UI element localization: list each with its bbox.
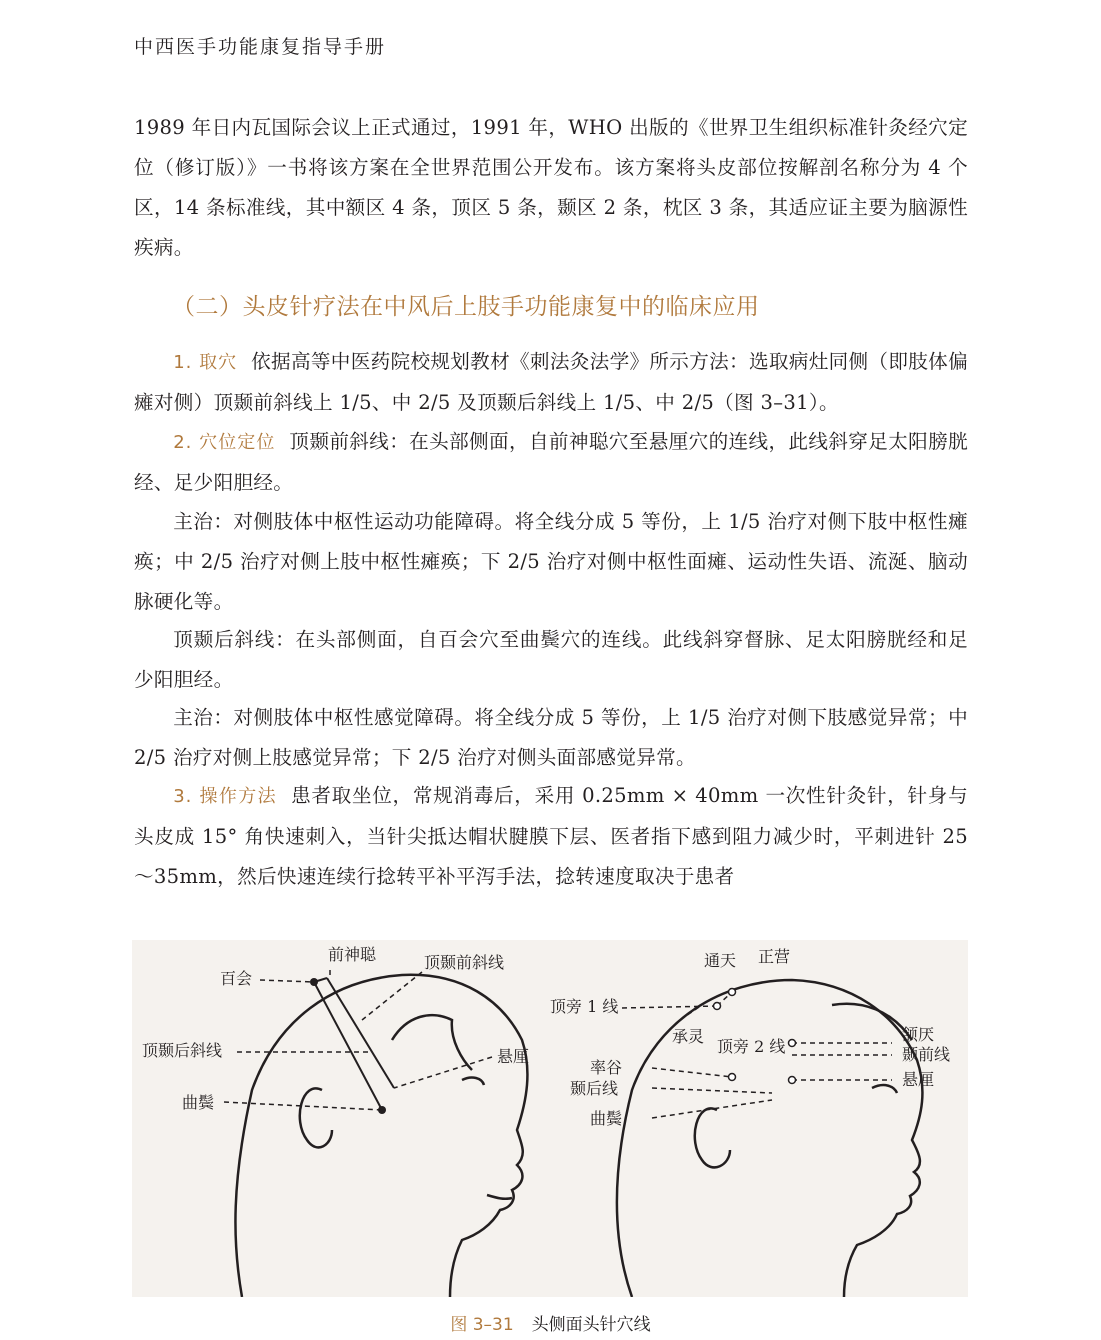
point-baihui bbox=[310, 978, 318, 986]
label-dingnie-hou: 顶颞后斜线 bbox=[142, 1041, 223, 1060]
right-hairline bbox=[832, 1004, 912, 1040]
label-chengling: 承灵 bbox=[672, 1027, 705, 1046]
label-dingnie-qian: 顶颞前斜线 bbox=[424, 953, 505, 972]
left-eye bbox=[462, 1078, 484, 1085]
paragraph-text: 依据高等中医药院校规划教材《刺法灸法学》所示方法：选取病灶同侧（即肢体偏瘫对侧）顶颞前斜线上 1/5、中 2/5 及顶颞后斜线上 1/5、中 2/5（图 3–31）。 bbox=[134, 350, 968, 414]
label-zhengying: 正营 bbox=[758, 947, 791, 966]
label-qubin-right: 曲鬓 bbox=[590, 1109, 623, 1128]
caption-number: 图 3–31 bbox=[450, 1315, 514, 1335]
paragraph-acupoint-location bbox=[134, 422, 968, 503]
lead-label: 1. 取穴 bbox=[173, 352, 238, 373]
figure-illustration bbox=[132, 940, 968, 1297]
label-nieqian: 颞前线 bbox=[902, 1045, 951, 1064]
label-xuanli-right: 悬厘 bbox=[902, 1070, 935, 1089]
label-tongtian: 通天 bbox=[704, 951, 737, 970]
right-eye bbox=[872, 1085, 897, 1093]
left-ear bbox=[300, 1088, 332, 1147]
running-head: 中西医手功能康复指导手册 bbox=[134, 36, 387, 58]
label-hanyan: 颔厌 bbox=[902, 1025, 935, 1044]
lead-label: 3. 操作方法 bbox=[173, 786, 278, 807]
label-qianshencong: 前神聪 bbox=[328, 945, 377, 964]
label-dingpang1: 顶旁 1 线 bbox=[550, 997, 619, 1016]
left-head-drawing bbox=[235, 975, 530, 1297]
right-ear bbox=[695, 1108, 730, 1167]
label-niehou: 颞后线 bbox=[570, 1079, 619, 1098]
right-head-outline bbox=[617, 980, 922, 1297]
right-head-drawing bbox=[617, 980, 922, 1297]
label-qubin-left: 曲鬓 bbox=[182, 1093, 215, 1112]
label-shuaigu: 率谷 bbox=[590, 1058, 623, 1077]
paragraph-text: 患者取坐位，常规消毒后，采用 0.25mm × 40mm 一次性针灸针，针身与头皮成 15° 角快速刺入，当针尖抵达帽状腱膜下层、医者指下感到阻力减少时，平刺进针 25～35mm，然后快速连续行捻转平补平泻手法，捻转速度取决于患者 bbox=[134, 784, 968, 888]
paragraph-text: 顶颞前斜线：在头部侧面，自前神聪穴至悬厘穴的连线，此线斜穿足太阳膀胱经、足少阳胆经。 bbox=[134, 430, 968, 494]
paragraph-operation bbox=[134, 776, 968, 897]
label-dingpang2: 顶旁 2 线 bbox=[717, 1037, 786, 1056]
figure-caption bbox=[0, 1310, 1101, 1335]
caption-text: 头侧面头针穴线 bbox=[531, 1315, 651, 1335]
paragraph-indication-motor: 主治：对侧肢体中枢性运动功能障碍。将全线分成 5 等份，上 1/5 治疗对侧下肢中枢性瘫痪；中 2/5 治疗对侧上肢中枢性瘫痪；下 2/5 治疗对侧中枢性面瘫、运动性失语、流涎、脑动脉硬化等。 bbox=[134, 510, 968, 613]
left-hairline bbox=[392, 1015, 472, 1070]
left-leaders bbox=[224, 970, 492, 1110]
paragraph-acupoint-selection bbox=[134, 342, 968, 423]
section-heading: （二）头皮针疗法在中风后上肢手功能康复中的临床应用 bbox=[172, 294, 760, 320]
line-baihui-qubin bbox=[314, 982, 382, 1110]
left-head-outline bbox=[235, 975, 530, 1297]
figure-head-acupuncture bbox=[132, 940, 968, 1297]
paragraph-intro: 1989 年日内瓦国际会议上正式通过，1991 年，WHO 出版的《世界卫生组织标准针灸经穴定位（修订版）》一书将该方案在全世界范围公开发布。该方案将头皮部位按解剖名称分为 4 个区，14 条标准线，其中额区 4 条，顶区 5 条，颞区 2 条，枕区 3 条，其适应证主要为脑源性疾病。 bbox=[134, 116, 968, 259]
lead-label: 2. 穴位定位 bbox=[173, 432, 276, 453]
point-qubin-left bbox=[378, 1106, 386, 1114]
paragraph-posterior-line: 顶颞后斜线：在头部侧面，自百会穴至曲鬓穴的连线。此线斜穿督脉、足太阳膀胱经和足少阳胆经。 bbox=[134, 628, 968, 691]
label-xuanli-left: 悬厘 bbox=[497, 1047, 530, 1066]
left-mouth bbox=[487, 1195, 512, 1199]
label-baihui: 百会 bbox=[220, 969, 253, 988]
paragraph-indication-sensory: 主治：对侧肢体中枢性感觉障碍。将全线分成 5 等份，上 1/5 治疗对侧下肢感觉异常；中 2/5 治疗对侧上肢感觉异常；下 2/5 治疗对侧头面部感觉异常。 bbox=[134, 706, 968, 769]
